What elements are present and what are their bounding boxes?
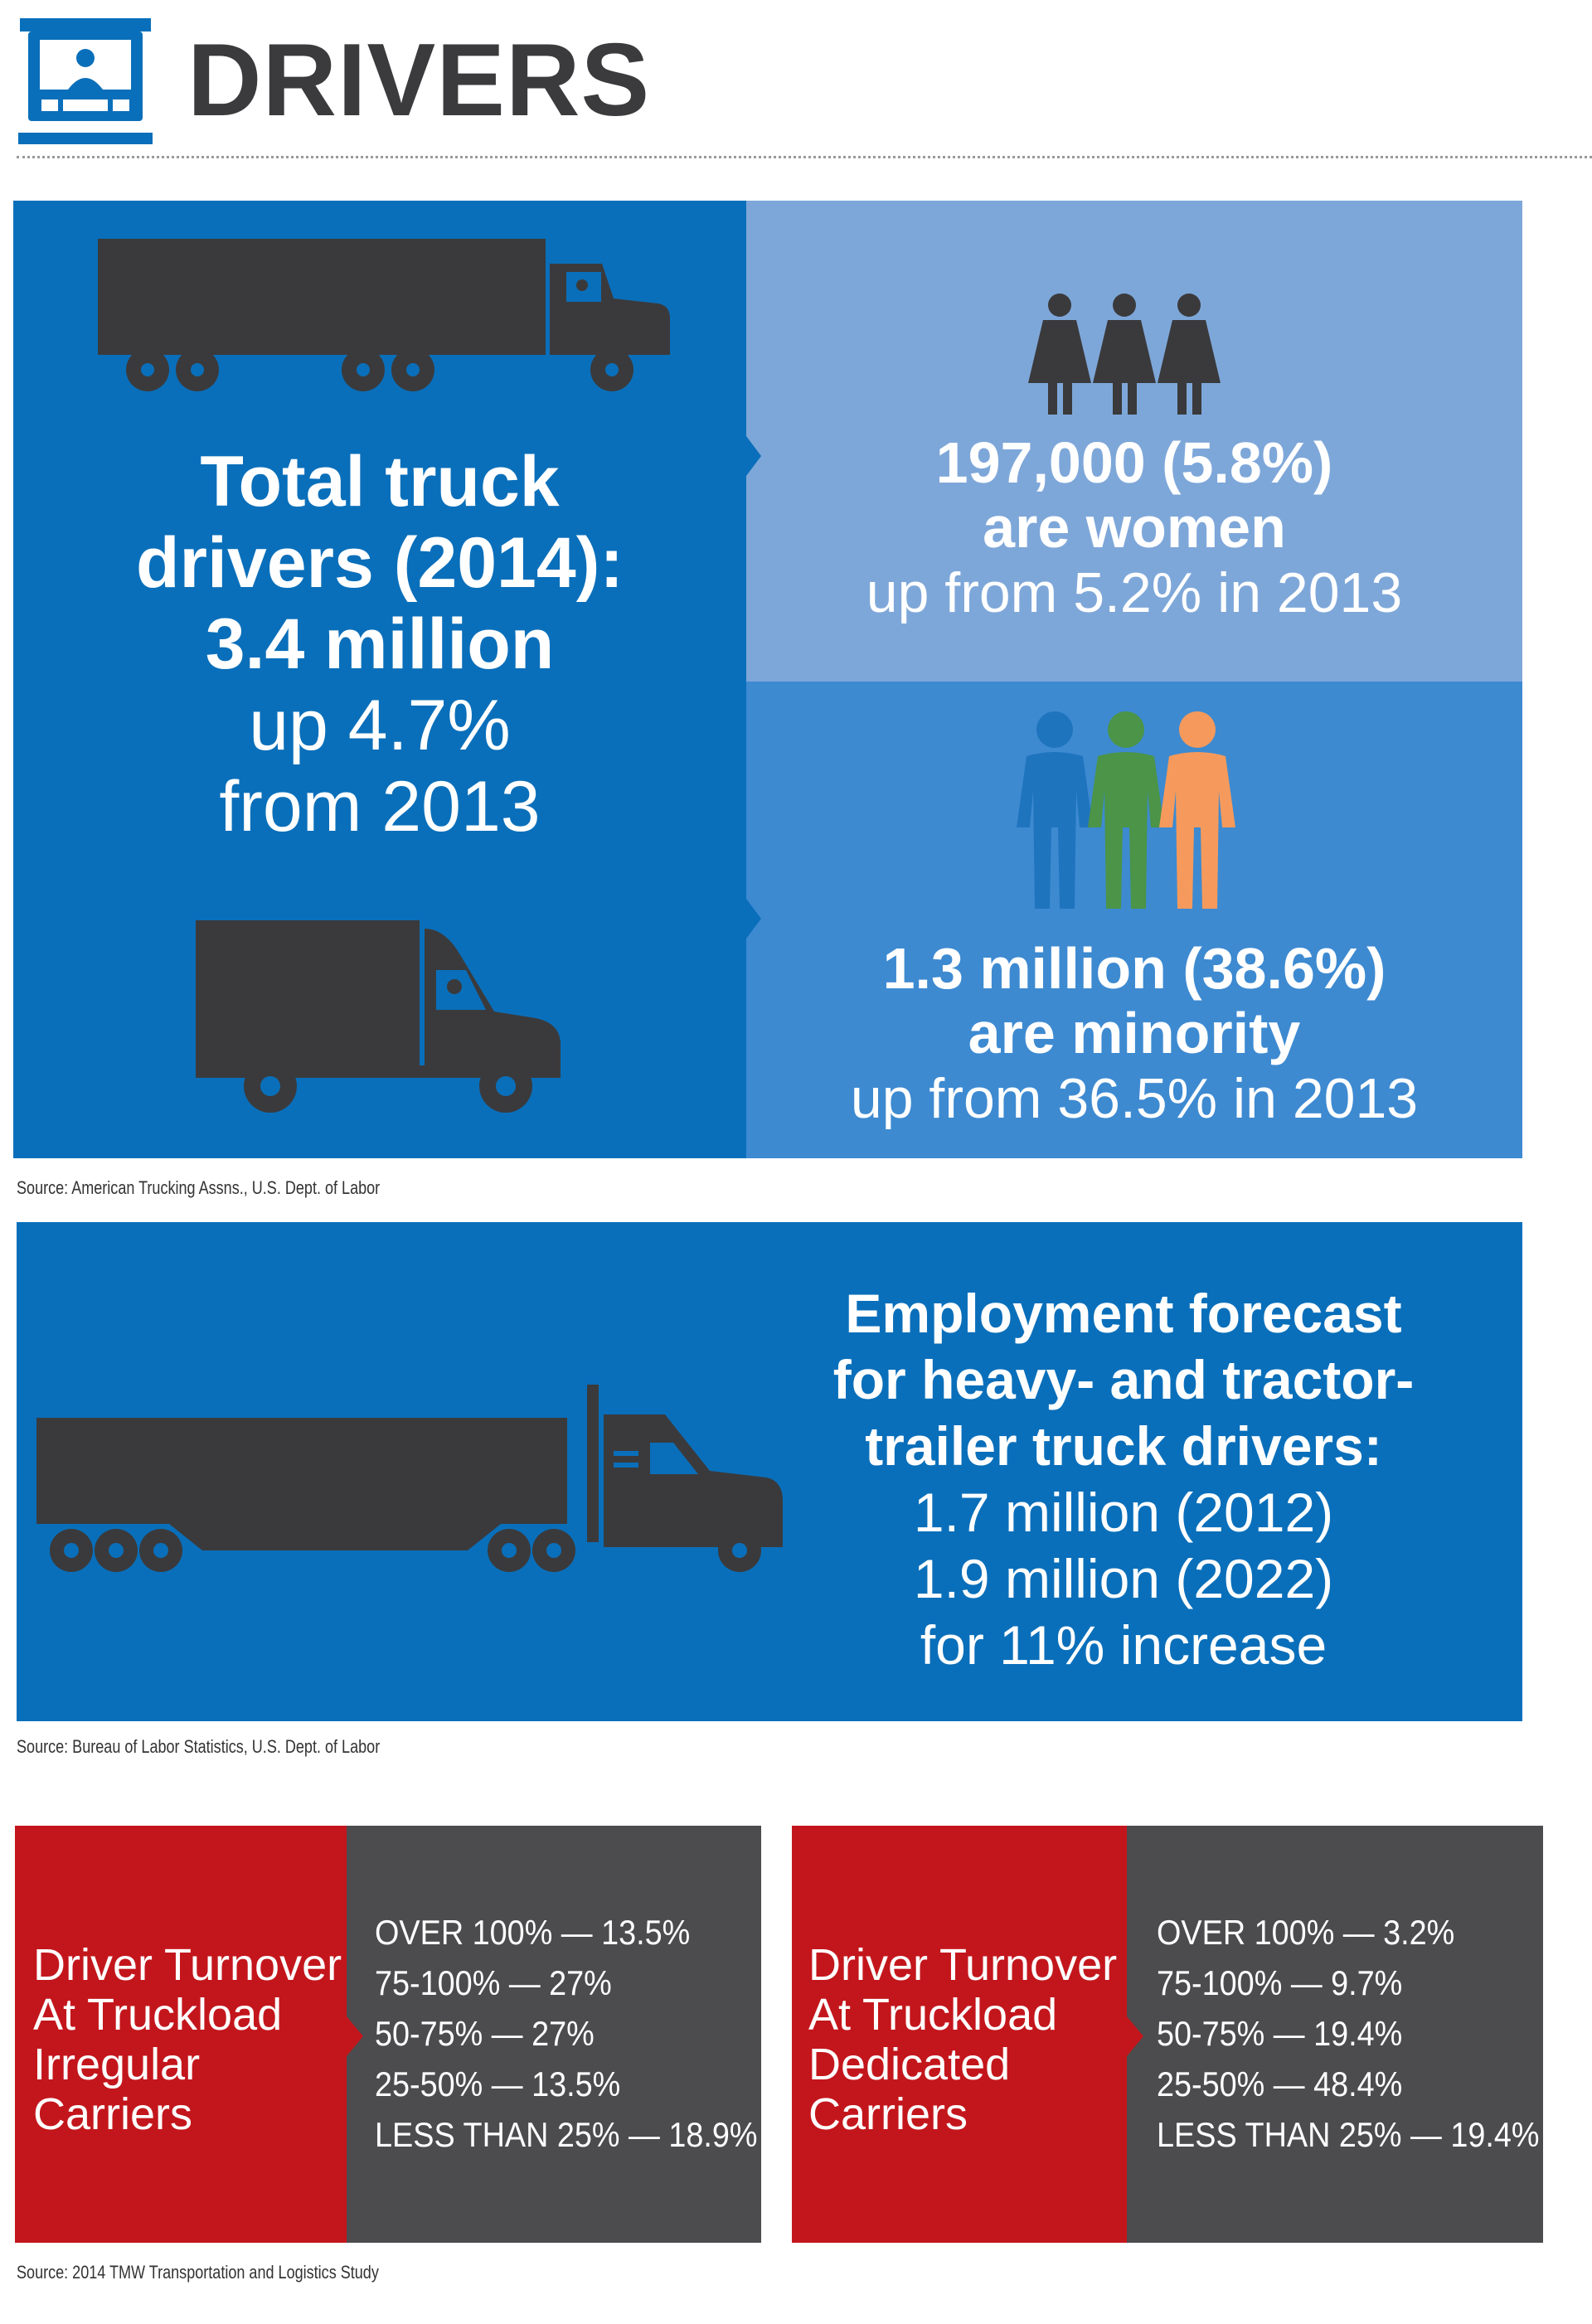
total-drivers-text — [13, 442, 746, 847]
minority-panel — [746, 682, 1522, 1158]
source-footer: Source: 2014 TMW Transportation and Logistics Study — [17, 2262, 379, 2283]
irregular-caption-line4: Carriers — [33, 2089, 193, 2139]
forecast-line1: Employment forecast — [845, 1283, 1402, 1344]
total-drivers-line1: Total truck — [200, 442, 560, 522]
dedicated-turnover-box — [792, 1826, 1543, 2243]
forecast-text — [755, 1255, 1492, 1703]
total-drivers-value: 3.4 million — [205, 604, 555, 684]
women-panel — [746, 201, 1522, 682]
list-item: 75-100% — 9.7% — [1157, 1963, 1403, 2002]
women-icon — [1028, 292, 1221, 416]
dedicated-pointer — [1127, 2016, 1143, 2056]
forecast-panel — [17, 1222, 1522, 1721]
forecast-2012: 1.7 million (2012) — [913, 1482, 1334, 1543]
women-value: 197,000 (5.8%) — [935, 430, 1333, 495]
irregular-caption-line2: At Truckload — [33, 1990, 283, 2040]
source-section1: Source: American Trucking Assns., U.S. Dept. of Labor — [17, 1177, 381, 1198]
header-divider — [17, 156, 1592, 158]
total-drivers-change-year: from 2013 — [219, 767, 541, 847]
forecast-line2: for heavy- and tractor- — [832, 1349, 1415, 1410]
women-change: up from 5.2% in 2013 — [866, 561, 1403, 624]
dedicated-caption-line1: Driver Turnover — [808, 1940, 1118, 1990]
list-item: LESS THAN 25% — 19.4% — [1157, 2115, 1540, 2154]
total-drivers-line2: drivers (2014): — [136, 523, 624, 603]
list-item: 25-50% — 13.5% — [375, 2064, 621, 2103]
list-item: OVER 100% — 13.5% — [375, 1913, 691, 1952]
list-item: 50-75% — 27% — [375, 2014, 595, 2053]
dedicated-caption-line2: At Truckload — [808, 1990, 1058, 2040]
irregular-turnover-box — [15, 1826, 761, 2243]
irregular-pointer — [347, 2016, 363, 2056]
minority-text — [746, 930, 1522, 1138]
list-item: 50-75% — 19.4% — [1157, 2014, 1403, 2053]
irregular-list-panel — [347, 1826, 761, 2243]
dedicated-caption-panel — [792, 1826, 1127, 2243]
truck-logo-icon — [17, 17, 154, 153]
irregular-caption-line1: Driver Turnover — [33, 1940, 342, 1990]
source-section2: Source: Bureau of Labor Statistics, U.S. Dept. of Labor — [17, 1736, 381, 1757]
women-text — [746, 425, 1522, 632]
women-label: are women — [983, 495, 1286, 560]
forecast-increase: for 11% increase — [920, 1614, 1327, 1676]
irregular-caption-line3: Irregular — [33, 2040, 201, 2089]
minority-change: up from 36.5% in 2013 — [850, 1067, 1419, 1130]
forecast-2022: 1.9 million (2022) — [913, 1548, 1334, 1609]
dedicated-list-panel — [1127, 1826, 1543, 2243]
minority-people-icon — [1013, 711, 1254, 910]
page-title: DRIVERS — [187, 23, 651, 138]
box-truck-icon — [196, 920, 569, 1115]
list-item: 25-50% — 48.4% — [1157, 2064, 1403, 2103]
irregular-caption-panel — [15, 1826, 347, 2243]
dedicated-caption-line3: Dedicated — [808, 2040, 1011, 2089]
dedicated-list — [1157, 1907, 1540, 2160]
minority-value: 1.3 million (38.6%) — [882, 936, 1386, 1001]
semi-truck-icon — [98, 239, 678, 396]
forecast-line3: trailer truck drivers: — [865, 1415, 1382, 1477]
dedicated-caption — [808, 1940, 1127, 2139]
irregular-list — [375, 1907, 758, 2160]
list-item: LESS THAN 25% — 18.9% — [375, 2115, 758, 2154]
dedicated-caption-line4: Carriers — [808, 2089, 968, 2139]
total-drivers-panel — [13, 201, 746, 1158]
minority-label: are minority — [968, 1001, 1301, 1065]
list-item: 75-100% — 27% — [375, 1963, 612, 2002]
list-item: OVER 100% — 3.2% — [1157, 1913, 1455, 1952]
total-drivers-change: up 4.7% — [249, 686, 511, 765]
tractor-trailer-icon — [36, 1385, 787, 1584]
irregular-caption — [33, 1940, 348, 2139]
header-logo — [17, 17, 154, 153]
